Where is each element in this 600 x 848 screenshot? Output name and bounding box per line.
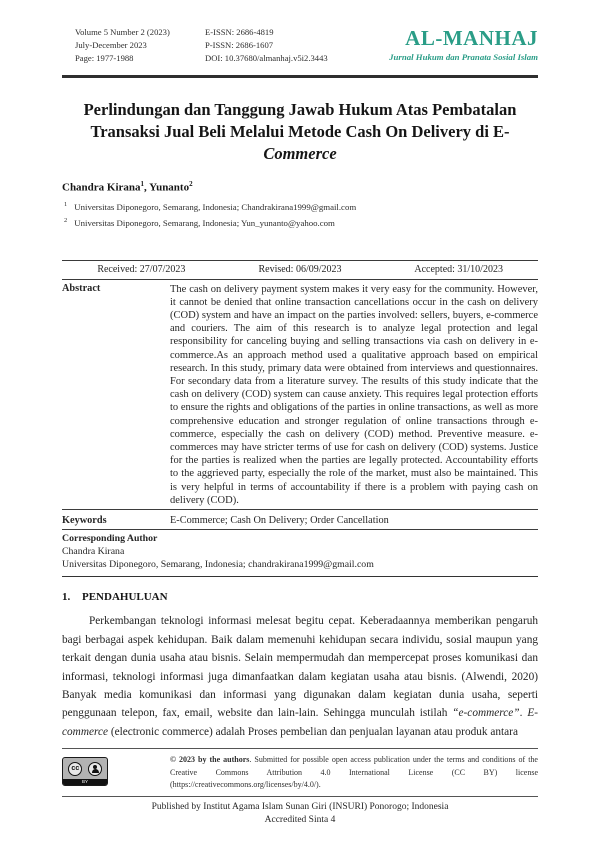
authors-separator: , [144, 181, 150, 194]
journal-logo [368, 26, 538, 62]
section-title: PENDAHULUAN [82, 591, 168, 604]
section-heading [62, 591, 538, 603]
cc-by-strip: BY [63, 779, 107, 785]
corresponding-author-name: Chandra Kirana [62, 545, 125, 557]
intro-seg-4-italic: E-commerce [62, 707, 538, 738]
footer-divider [62, 796, 538, 797]
doi-line: DOI: 10.37680/almanhaj.v5i2.3443 [205, 53, 328, 63]
issue-info [62, 26, 205, 65]
pages-line: Page: 1977-1988 [75, 53, 134, 63]
accepted-date: Accepted: 31/10/2023 [414, 263, 503, 275]
intro-seg-5: (electronic commerce) adalah Proses pembelian dan penjualan layanan atau produk antara [108, 725, 518, 738]
article-title-main: Perlindungan dan Tanggung Jawab Hukum Atas Pembatalan Transaksi Jual Beli Melalui Metode Cash On Delivery di E- [83, 100, 517, 141]
cc-by-badge-icon [62, 757, 108, 786]
affiliation-1 [62, 198, 538, 214]
page-footer [62, 748, 538, 827]
article-title [65, 99, 535, 165]
revised-date: Revised: 06/09/2023 [258, 263, 342, 275]
affiliation-2 [62, 214, 538, 230]
author-2-name: Yunanto [149, 181, 190, 194]
accreditation-line: Accredited Sinta 4 [264, 814, 336, 825]
copyright-lead: © 2023 by the authors [170, 755, 250, 764]
dates-bar [62, 260, 538, 280]
intro-seg-1: Perkembangan teknologi informasi melesat begitu cepat. Keberadaannya memberikan pengaruh bagi berbagai aspek kehidupan. Baik dalam memenuhi kehidupan secara individu, sosial maupun yang terkait dengan dunia usaha atau bisnis. Selain mempermudah dan mempercepat proses komunikasi dan informasi, teknologi informasi juga dimanfaatkan dalam kegiatan usaha atau bisnis. (Alwendi, 2020) Banyak media komunikasi dan informasi yang digunakan dalam kegiatan dunia usaha, seperti penggunaan telepon, fax, email, website dan lain-lain. Sehingga munculah istilah [62, 615, 538, 720]
keywords-section [62, 510, 538, 530]
affiliation-1-marker: 1 [64, 200, 68, 208]
journal-header [62, 26, 538, 65]
author-1-name: Chandra Kirana [62, 181, 141, 194]
cc-by-person-icon [88, 762, 102, 776]
abstract-label: Abstract [62, 282, 101, 294]
eissn-line: E-ISSN: 2686-4819 [205, 27, 274, 37]
section-number: 1. [62, 591, 71, 604]
author-2-sup: 2 [189, 180, 193, 188]
abstract-text: The cash on delivery payment system makes it very easy for the community. However, it cannot be denied that online transaction cancellations occur in the cash on delivery (COD) system and have an impact on the parties involved: sellers, buyers, e-commerce and couriers. The aim of this research is to analyze legal protection and legal responsibility for canceling buying and selling transactions via cash on delivery in e-commerce.As an approach method used a qualitative approach based on empirical research. In this study, primary data were obtained from interviews and questionnaires. For secondary data from a literature survey. The results of this study indicate that the cash on delivery (COD) system can cause anxiety. This requires legal protection efforts to ensure the rights and obligations of the parties in online transactions, as well as more comprehensive education and stronger regulation of online transactions through e-commerce, especially the cash on delivery (COD) method. Preventive measure. e-commerces may have stricter terms of use for cash on delivery (COD) systems. Justice for the parties is realized when the parties are legally protected. Accountability efforts to the aggrieved party, especially the role of the market, must also be maintained. This is very helpful in terms of accountability if there is a problem with paying cash on delivery (COD). [170, 283, 538, 506]
keywords-label: Keywords [62, 514, 107, 526]
copyright-text [170, 754, 538, 792]
volume-line: Volume 5 Number 2 (2023) [75, 27, 170, 37]
corresponding-author-section [62, 530, 538, 577]
authors-line [62, 180, 538, 194]
affiliation-2-marker: 2 [64, 217, 68, 225]
affiliation-2-text: Universitas Diponegoro, Semarang, Indonesia; Yun_yunanto@yahoo.com [74, 218, 335, 228]
copyright-body: . Submitted for possible open access publication under the terms and conditions of the Creative Commons Attribution 4.0 International License (CC BY) license (https://creativecommons.org/licenses/by/4.0/). [170, 755, 538, 789]
period-line: July-December 2023 [75, 40, 147, 50]
affiliations [62, 198, 538, 231]
affiliation-1-text: Universitas Diponegoro, Semarang, Indonesia; Chandrakirana1999@gmail.com [74, 201, 357, 212]
author-1-sup: 1 [140, 180, 145, 188]
license-row [62, 748, 538, 792]
intro-seg-2-italic: “e-commerce” [452, 707, 520, 720]
corresponding-author-affiliation: Universitas Diponegoro, Semarang, Indonesia; chandrakirana1999@gmail.com [62, 558, 374, 570]
publisher-line: Published by Institut Agama Islam Sunan Giri (INSURI) Ponorogo; Indonesia [151, 801, 449, 812]
header-divider [62, 75, 538, 78]
intro-seg-3: . [519, 707, 528, 720]
corresponding-author-label: Corresponding Author [62, 532, 158, 544]
intro-paragraph [62, 612, 538, 741]
cc-icon: cc [68, 762, 82, 776]
journal-logo-subtitle: Jurnal Hukum dan Pranata Sosial Islam [389, 52, 538, 62]
page-content [62, 0, 538, 741]
received-date: Received: 27/07/2023 [97, 263, 186, 275]
journal-logo-title: AL-MANHAJ [405, 26, 538, 50]
article-title-italic: Commerce [263, 144, 337, 163]
issn-doi-info [205, 26, 368, 65]
keywords-text: E-Commerce; Cash On Delivery; Order Cancellation [170, 514, 389, 526]
abstract-section [62, 280, 538, 510]
pissn-line: P-ISSN: 2686-1607 [205, 40, 274, 50]
cc-badge-icons [63, 758, 107, 779]
